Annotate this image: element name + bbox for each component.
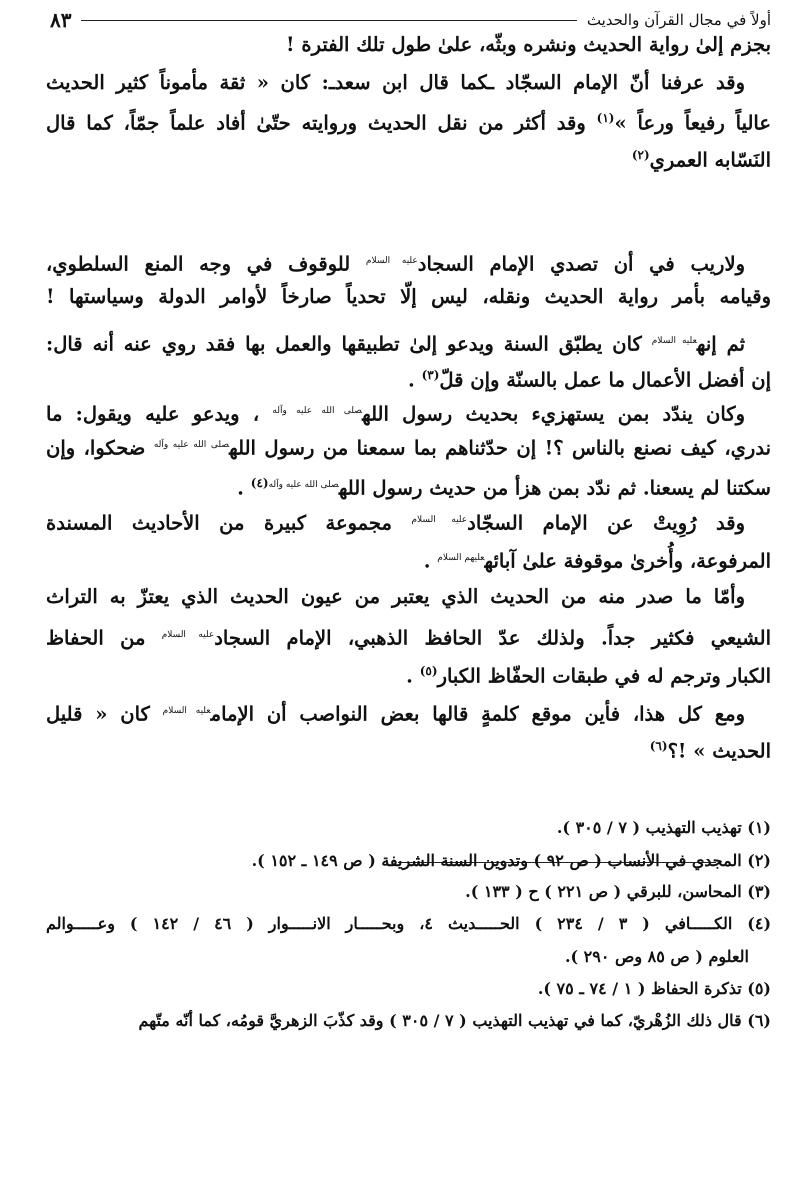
text-segment: الكبار وترجم له في طبقات الحفّاظ الكبار xyxy=(437,664,771,688)
text-segment: وقيامه بأمر رواية الحديث ونقله، ليس إلّا تحدياً صارخاً لأوامر الدولة وسياستها ! xyxy=(46,285,771,308)
text-segment: المرفوعة، وأُخرىٰ موقوفة علىٰ آبائه xyxy=(484,549,771,573)
text-segment: . xyxy=(237,476,251,500)
text-segment: للوقوف في وجه المنع السلطوي، xyxy=(46,252,366,276)
footnote-ref: (١) xyxy=(596,111,615,125)
text-segment: وأمّا ما صدر منه من الحديث الذي يعتبر من عيون الحديث الذي يعتزّ به التراث xyxy=(46,585,745,608)
text-line xyxy=(46,582,745,612)
text-segment: من الحفاظ xyxy=(46,626,162,650)
honorific: صلى الله عليه وآله xyxy=(272,406,363,416)
text-line xyxy=(46,360,771,396)
text-line xyxy=(46,282,771,312)
text-segment: ، ويدعو عليه ويقول: ما xyxy=(46,402,273,426)
text-line xyxy=(46,103,771,139)
text-segment: بجزم إلىٰ رواية الحديث ونشره وبثّه، علىٰ طول تلك الفترة ! xyxy=(286,33,771,56)
text-segment: إن أفضل الأعمال ما عمل بالسنّة وإن قلّ xyxy=(439,368,771,392)
text-segment: وقد عرفنا أنّ الإمام السجّاد ـكما قال ابن سعدـ: كان « ثقة مأموناً كثير الحديث xyxy=(46,71,745,94)
footnote: (٥) تذكرة الحفاظ ( ١ / ٧٤ ـ ٧٥ ). xyxy=(537,979,771,998)
honorific: عليه السلام xyxy=(161,630,215,640)
text-segment: سكتنا لم يسعنا. ثم ندّد بمن هزأ من حديث رسول الله xyxy=(338,476,771,500)
footnote: (٢) المجدي في الأنساب ( ص ٩٢ ) وتدوين السنة الشريفة ( ص ١٤٩ ـ ١٥٢ ). xyxy=(251,851,771,870)
honorific: عليه السلام xyxy=(651,336,697,346)
text-line xyxy=(46,326,745,360)
footnote-ref: (٤) xyxy=(250,476,269,490)
footnote-ref: (٥) xyxy=(419,664,438,678)
footnote: العلوم ( ص ٨٥ وص ٢٩٠ ). xyxy=(564,947,749,966)
text-line xyxy=(46,620,771,654)
text-segment: . xyxy=(406,664,420,688)
footnote-ref: (٣) xyxy=(421,368,440,382)
header-rule xyxy=(81,20,576,21)
text-segment: الحديث » !؟ xyxy=(667,739,771,763)
text-segment: ندري، كيف نصنع بالناس ؟! إن حدّثناهم بما سمعنا من رسول الله xyxy=(229,436,772,460)
text-segment: النَسّابه العمري xyxy=(649,148,771,172)
text-segment: ثم إنه xyxy=(696,332,746,356)
text-line xyxy=(46,140,771,176)
text-line xyxy=(46,30,771,60)
text-segment: ضحكوا، وإن xyxy=(46,436,154,460)
footnote: (٦) قال ذلك الزُهْريّ، كما في تهذيب التهذيب ( ٧ / ٣٠٥ ) وقد كذّبَ الزهريَّ قومُه، كما أنّه متّهم xyxy=(138,1011,771,1030)
honorific: عليه السلام xyxy=(365,256,418,266)
text-segment: ومع كل هذا، فأين موقع كلمةٍ قالها بعض النواصب أن الإمام xyxy=(210,702,746,726)
footnote-ref: (٢) xyxy=(631,148,650,162)
text-segment: وقد أكثر من نقل الحديث وروايته حتّىٰ أفاد علماً جمّاً، كما قال xyxy=(46,111,597,135)
text-line xyxy=(46,543,771,577)
header-title: أولاً في مجال القرآن والحديث xyxy=(586,11,771,29)
text-segment: وكان يندّد بمن يستهزيء بحديث رسول الله xyxy=(362,402,745,426)
footnote: (١) تهذيب التهذيب ( ٧ / ٣٠٥ ). xyxy=(556,818,771,837)
page-number: ٨٣ xyxy=(50,8,72,32)
footnote: (٣) المحاسن، للبرقي ( ص ٢٢١ ) ح ( ١٣٣ ). xyxy=(465,882,771,901)
text-segment: كان « قليل xyxy=(46,702,163,726)
text-segment: عالياً رفيعاً ورعاً » xyxy=(614,111,771,135)
text-line xyxy=(46,696,745,730)
text-segment: مجموعة كبيرة من الأحاديث المسندة xyxy=(46,511,412,535)
text-segment: . xyxy=(423,549,438,573)
text-segment: ولاريب في أن تصدي الإمام السجاد xyxy=(417,252,745,276)
text-segment: . xyxy=(408,368,422,392)
honorific: عليهم السلام xyxy=(437,553,485,563)
honorific: عليه السلام xyxy=(162,706,211,716)
footnote-ref: (٦) xyxy=(649,739,668,753)
text-line xyxy=(46,246,745,280)
text-line xyxy=(46,731,771,767)
text-line xyxy=(46,505,745,539)
footnote: (٤) الكـــــافي ( ٣ / ٢٣٤ ) الحـــــديث ٤، وبحـــــار الانـــــوار ( ٤٦ / ١٤٢ ) وعـــــوالم xyxy=(46,914,772,933)
text-segment: الشيعي فكثير جداً. ولذلك عدّ الحافظ الذهبي، الإمام السجاد xyxy=(214,626,772,650)
text-line xyxy=(46,656,771,692)
text-line xyxy=(46,430,771,464)
honorific: عليه السلام xyxy=(411,515,468,525)
text-segment: كان يطبّق السنة ويدعو إلىٰ تطبيقها والعمل بها فقد روي عنه أنه قال: xyxy=(46,332,652,356)
text-line xyxy=(46,468,771,504)
honorific: صلى الله عليه وآله xyxy=(153,440,230,450)
text-line xyxy=(46,68,745,98)
text-segment: وقد رُوِيتْ عن الإمام السجّاد xyxy=(467,511,746,535)
text-line xyxy=(46,396,745,430)
honorific: صلى الله عليه وآله xyxy=(268,480,339,490)
